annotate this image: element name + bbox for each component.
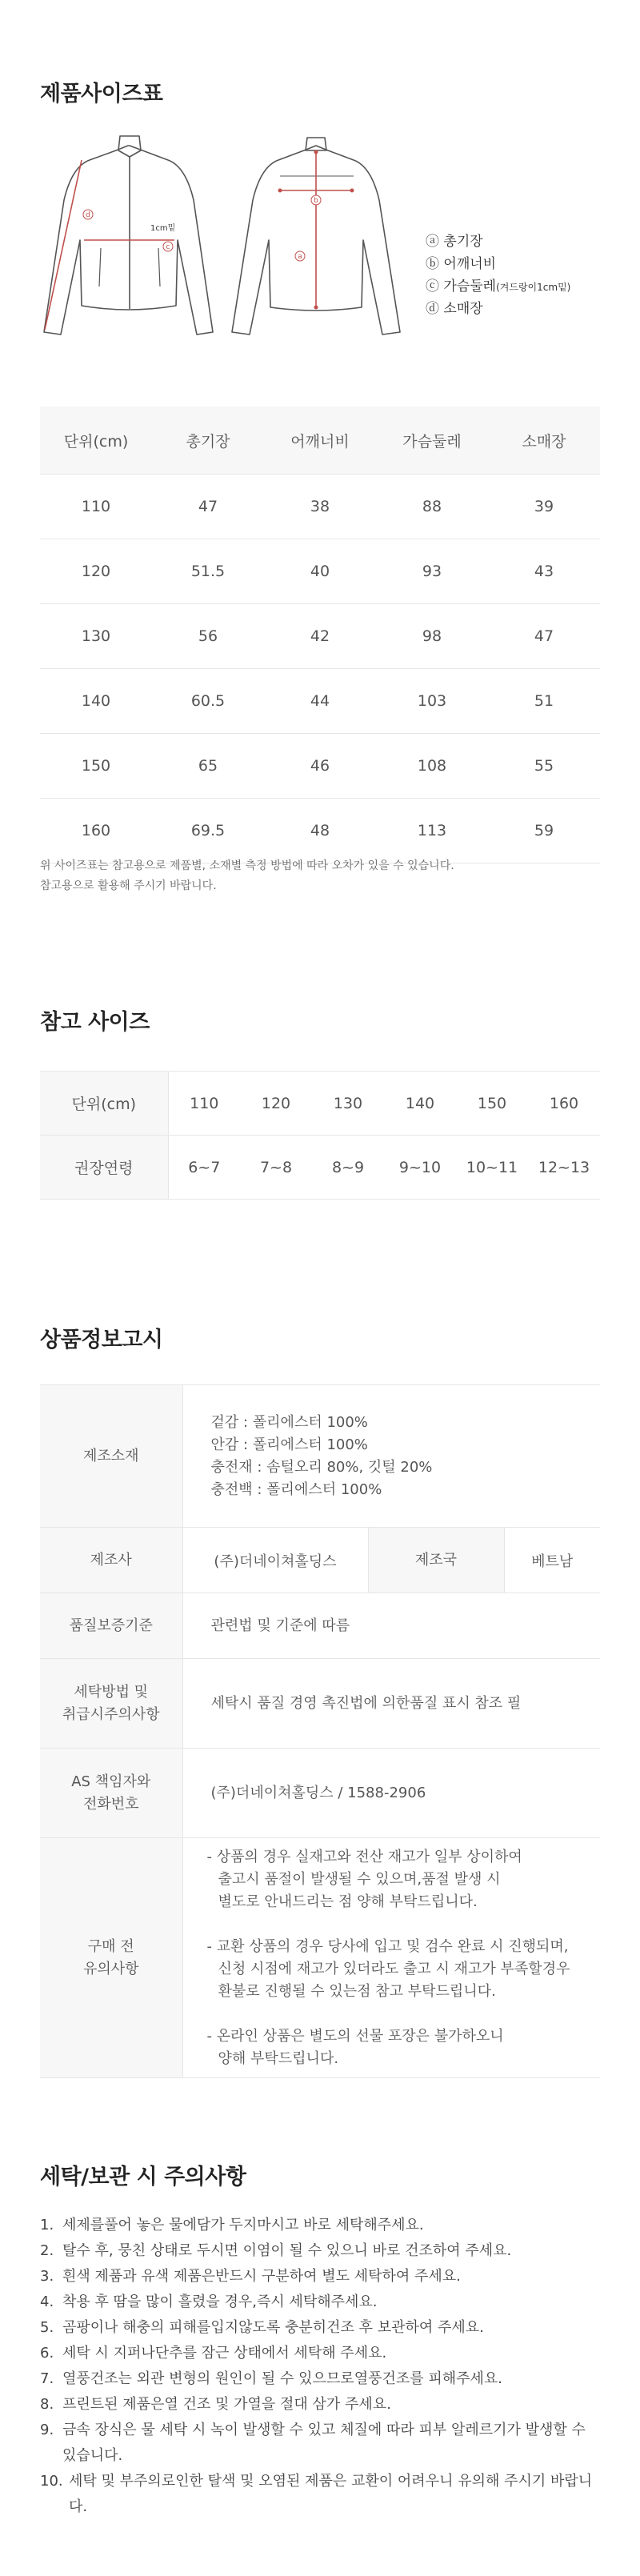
table-row (40, 1072, 600, 1136)
size-table-header (40, 407, 600, 475)
row-header: 제조소재 (40, 1385, 182, 1528)
caution-item: - 상품의 경우 실재고와 전산 재고가 일부 상이하여 출고시 품절이 발생될 수 있으며,품절 발생 시 별도로 안내드리는 점 양해 부탁드립니다. (206, 1848, 522, 1910)
table-row (40, 539, 600, 604)
table-row (40, 475, 600, 539)
legend-item-shoulder: ⓑ 어깨너비 (426, 256, 497, 272)
wash-value: 세탁시 품질 경영 촉진법에 의한품질 표시 참조 필 (182, 1659, 600, 1749)
table-cell: 103 (376, 669, 488, 734)
table-cell: 9~10 (384, 1136, 456, 1200)
caution-item: - 교환 상품의 경우 당사에 입고 및 검수 완료 시 진행되며, 신청 시점에 재고가 있더라도 출고 시 재고가 부족할경우 환불로 진행될 수 있는점 참고 부탁드립니다. (206, 1937, 570, 2000)
product-info-table (40, 1384, 600, 2078)
table-row (40, 1838, 600, 2078)
table-row (40, 1749, 600, 1838)
row-header: 권장연령 (40, 1136, 168, 1200)
row-header: 세탁방법 및 취급시주의사항 (40, 1659, 182, 1749)
table-cell: 38 (264, 475, 376, 539)
table-cell: 51 (488, 669, 600, 734)
table-row (40, 604, 600, 669)
table-cell: 160 (40, 799, 152, 863)
size-chart-title: 제품사이즈표 (40, 82, 163, 106)
underarm-label: 1cm밑 (150, 224, 176, 233)
list-item: 6. 세탁 시 지퍼나단추를 잠근 상태에서 세탁해 주세요. (40, 2345, 387, 2362)
caution-item: - 온라인 상품은 별도의 선물 포장은 불가하오니 양해 부탁드립니다. (206, 2027, 504, 2067)
care-list (40, 2213, 600, 2520)
table-row (40, 1593, 600, 1659)
row-header: AS 책임자와 전화번호 (40, 1749, 182, 1838)
table-cell: 59 (488, 799, 600, 863)
table-cell: 39 (488, 475, 600, 539)
material-value: 겉감 : 폴리에스터 100% 안감 : 폴리에스터 100% 충전재 : 솜털오리 80%, 깃털 20% 충전백 : 폴리에스터 100% (182, 1385, 600, 1528)
list-item: 3. 흰색 제품과 유색 제품은반드시 구분하여 별도 세탁하여 주세요. (40, 2268, 461, 2285)
table-cell: 150 (40, 734, 152, 799)
svg-text:d: d (86, 211, 90, 219)
table-cell: 140 (384, 1072, 456, 1136)
table-cell: 6~7 (168, 1136, 240, 1200)
maker-value: (주)더네이쳐홀딩스 (182, 1528, 368, 1593)
table-cell: 140 (40, 669, 152, 734)
table-cell: 130 (312, 1072, 384, 1136)
reference-size-table (40, 1071, 600, 1200)
table-cell: 55 (488, 734, 600, 799)
table-cell: 98 (376, 604, 488, 669)
row-header: 구매 전 유의사항 (40, 1838, 182, 2078)
care-title: 세탁/보관 시 주의사항 (40, 2165, 246, 2189)
quality-value: 관련법 및 기준에 따름 (182, 1593, 600, 1659)
table-cell: 93 (376, 539, 488, 604)
svg-text:b: b (314, 197, 318, 205)
row-header: 제조국 (368, 1528, 504, 1593)
table-row (40, 1136, 600, 1200)
table-cell: 65 (152, 734, 264, 799)
table-cell: 48 (264, 799, 376, 863)
table-row (40, 734, 600, 799)
table-row (40, 1659, 600, 1749)
table-cell: 51.5 (152, 539, 264, 604)
table-cell: 7~8 (240, 1136, 312, 1200)
svg-text:a: a (298, 253, 302, 261)
table-cell: 110 (168, 1072, 240, 1136)
row-header: 품질보증기준 (40, 1593, 182, 1659)
size-table (40, 407, 600, 863)
size-note: 위 사이즈표는 참고용으로 제품별, 소재별 측정 방법에 따라 오차가 있을 수 있습니다. 참고용으로 활용해 주시기 바랍니다. (40, 859, 454, 892)
list-item: 7. 열풍건조는 외관 변형의 원인이 될 수 있으므로열풍건조를 피해주세요. (40, 2370, 503, 2387)
column-header: 소매장 (488, 407, 600, 475)
row-header: 제조사 (40, 1528, 182, 1593)
table-cell: 110 (40, 475, 152, 539)
as-contact-value: (주)더네이쳐홀딩스 / 1588-2906 (182, 1749, 600, 1838)
list-item: 8. 프린트된 제품은열 건조 및 가열을 절대 삼가 주세요. (40, 2396, 391, 2413)
table-row (40, 799, 600, 863)
table-cell: 108 (376, 734, 488, 799)
legend-item-total-length: ⓐ 총기장 (426, 234, 483, 250)
table-row (40, 1385, 600, 1528)
column-header: 어깨너비 (264, 407, 376, 475)
table-cell: 12~13 (528, 1136, 600, 1200)
list-item: 4. 착용 후 땀을 많이 흘렸을 경우,즉시 세탁해주세요. (40, 2294, 378, 2310)
table-cell: 47 (152, 475, 264, 539)
table-row (40, 669, 600, 734)
list-item: 9. 금속 장식은 물 세탁 시 녹이 발생할 수 있고 체질에 따라 피부 알레르기가 발생할 수 있습니다. (40, 2422, 586, 2464)
list-item: 1. 세제를풀어 놓은 물에담가 두지마시고 바로 세탁해주세요. (40, 2217, 424, 2233)
reference-size-title: 참고 사이즈 (40, 1010, 150, 1035)
row-header: 단위(cm) (40, 1072, 168, 1136)
table-cell: 130 (40, 604, 152, 669)
caution-value (182, 1838, 600, 2078)
legend-item-chest: ⓒ 가슴둘레(겨드랑이1cm밑) (426, 278, 571, 294)
column-header: 가슴둘레 (376, 407, 488, 475)
table-cell: 69.5 (152, 799, 264, 863)
column-header: 단위(cm) (40, 407, 152, 475)
table-cell: 43 (488, 539, 600, 604)
table-cell: 44 (264, 669, 376, 734)
legend-item-sleeve: ⓓ 소매장 (426, 301, 483, 317)
table-cell: 56 (152, 604, 264, 669)
product-info-title: 상품정보고시 (40, 1328, 163, 1352)
svg-text:c: c (166, 243, 170, 251)
column-header: 총기장 (152, 407, 264, 475)
table-cell: 47 (488, 604, 600, 669)
table-cell: 88 (376, 475, 488, 539)
table-cell: 120 (240, 1072, 312, 1136)
table-cell: 150 (456, 1072, 528, 1136)
country-value: 베트남 (504, 1528, 600, 1593)
table-cell: 40 (264, 539, 376, 604)
table-row (40, 1528, 600, 1593)
measure-legend (426, 230, 570, 320)
table-cell: 113 (376, 799, 488, 863)
table-cell: 60.5 (152, 669, 264, 734)
table-cell: 8~9 (312, 1136, 384, 1200)
list-item: 5. 곰팡이나 해충의 피해를입지않도록 충분히건조 후 보관하여 주세요. (40, 2319, 484, 2336)
list-item: 2. 탈수 후, 뭉친 상태로 두시면 이염이 될 수 있으니 바로 건조하여 주세요. (40, 2242, 512, 2259)
table-cell: 160 (528, 1072, 600, 1136)
table-cell: 42 (264, 604, 376, 669)
table-cell: 10~11 (456, 1136, 528, 1200)
list-item: 10. 세탁 및 부주의로인한 탈색 및 오염된 제품은 교환이 어려우니 유의해 주시기 바랍니다. (40, 2473, 593, 2515)
table-cell: 46 (264, 734, 376, 799)
table-cell: 120 (40, 539, 152, 604)
